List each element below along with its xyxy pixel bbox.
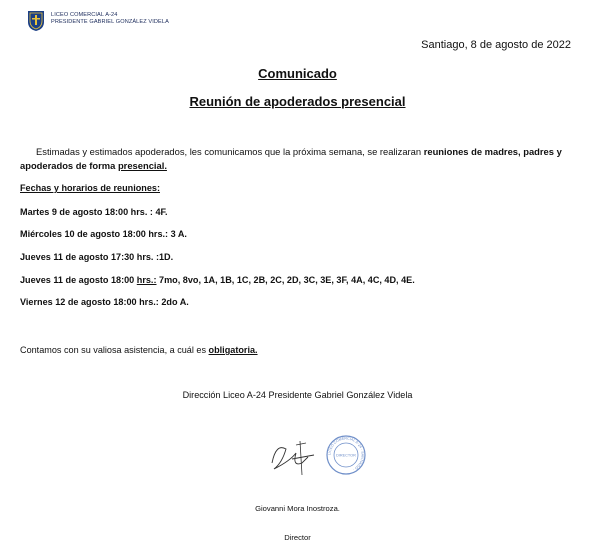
schedule-item: Miércoles 10 de agosto 18:00 hrs.: 3 A. (20, 229, 187, 239)
closing-sentence: Contamos con su valiosa asistencia, a cuál es obligatoria. (20, 345, 258, 355)
signatory-name: Giovanni Mora Inostroza. (255, 504, 340, 513)
intro-emphasis-underlined: presencial. (117, 159, 167, 171)
stamp-ring-text: LICEO COMERCIAL A-24 · SANTIAGO · (327, 436, 365, 472)
signoff-line: Dirección Liceo A-24 Presidente Gabriel González Videla (182, 390, 413, 400)
intro-emphasis: reuniones de madres, padres y apoderados de forma (20, 146, 562, 171)
document-subtitle: Reunión de apoderados presencial (189, 94, 406, 109)
school-name-line2: PRESIDENTE GABRIEL GONZÁLEZ VIDELA (51, 19, 169, 25)
schedule-item: Martes 9 de agosto 18:00 hrs. : 4F. (20, 207, 168, 217)
intro-text: Estimadas y estimados apoderados, les comunicamos que la próxima semana, se realizaran (36, 146, 424, 157)
schedule-item: Jueves 11 de agosto 18:00 hrs.: 7mo, 8vo, 1A, 1B, 1C, 2B, 2C, 2D, 3C, 3E, 3F, 4A, 4C, 4D, 4E. (20, 275, 415, 285)
school-crest-logo (27, 10, 45, 32)
intro-paragraph (20, 145, 575, 172)
letter-date: Santiago, 8 de agosto de 2022 (421, 39, 571, 51)
schedule-item: Viernes 12 de agosto 18:00 hrs.: 2do A. (20, 297, 189, 307)
schedule-heading: Fechas y horarios de reuniones: (20, 183, 160, 193)
document-title: Comunicado (258, 66, 337, 81)
stamp-center-text: DIRECTOR (336, 453, 356, 458)
signature-and-stamp (262, 433, 366, 479)
signatory-title: Director (284, 533, 311, 542)
closing-emphasis: obligatoria. (208, 345, 258, 355)
schedule-item: Jueves 11 de agosto 17:30 hrs. :1D. (20, 252, 174, 262)
school-name-line1: LICEO COMERCIAL A-24 (51, 12, 118, 18)
